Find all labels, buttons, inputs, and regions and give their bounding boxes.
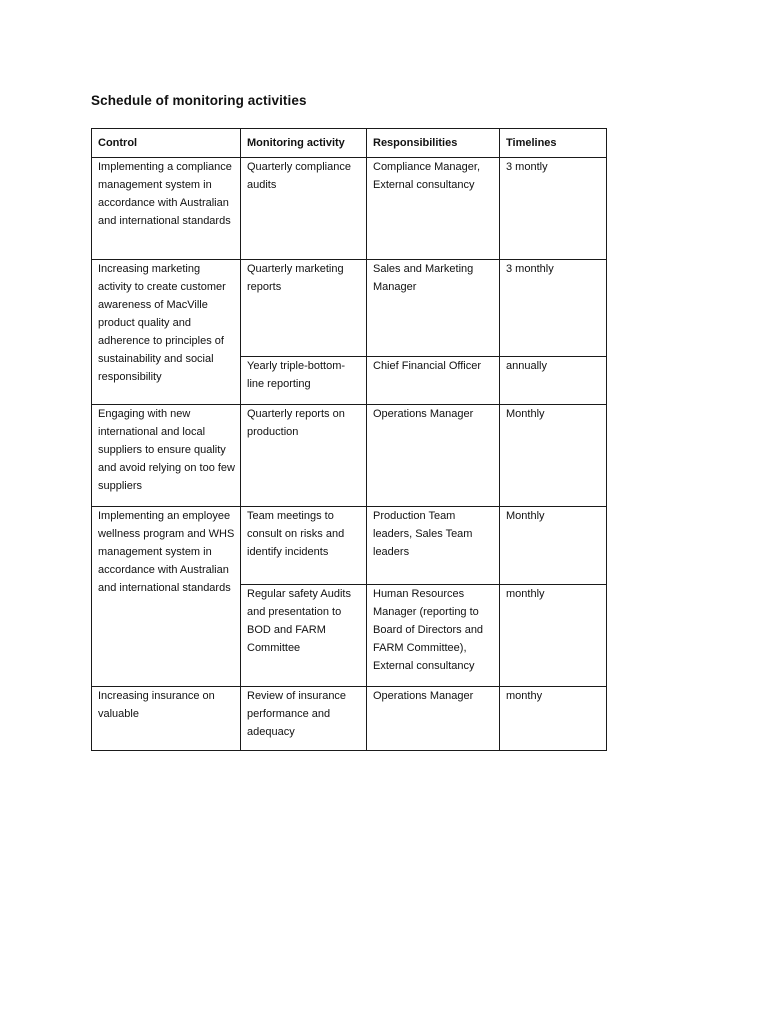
timelines-cell: 3 monthly <box>500 260 607 357</box>
responsibilities-cell: Human Resources Manager (reporting to Board of Directors and FARM Committee), External consultancy <box>367 585 500 687</box>
responsibilities-cell: Chief Financial Officer <box>367 357 500 405</box>
monitoring-activity-cell: Regular safety Audits and presentation to BOD and FARM Committee <box>241 585 367 687</box>
monitoring-activity-cell: Review of insurance performance and adequacy <box>241 687 367 751</box>
control-cell: Increasing insurance on valuable <box>92 687 241 751</box>
monitoring-activity-cell: Team meetings to consult on risks and identify incidents <box>241 507 367 585</box>
responsibilities-cell: Compliance Manager, External consultancy <box>367 158 500 260</box>
timelines-cell: Monthly <box>500 507 607 585</box>
page-title: Schedule of monitoring activities <box>91 93 307 108</box>
table-row <box>92 405 607 507</box>
header-timelines: Timelines <box>500 129 607 158</box>
timelines-cell: monthly <box>500 585 607 687</box>
monitoring-activity-cell: Quarterly compliance audits <box>241 158 367 260</box>
timelines-cell: monthy <box>500 687 607 751</box>
monitoring-activity-cell: Yearly triple-bottom-line reporting <box>241 357 367 405</box>
responsibilities-cell: Sales and Marketing Manager <box>367 260 500 357</box>
monitoring-activity-cell: Quarterly marketing reports <box>241 260 367 357</box>
control-cell: Engaging with new international and local suppliers to ensure quality and avoid relying on too few suppliers <box>92 405 241 507</box>
header-responsibilities: Responsibilities <box>367 129 500 158</box>
control-cell: Increasing marketing activity to create customer awareness of MacVille product quality and adherence to principles of sustainability and social responsibility <box>92 260 241 405</box>
monitoring-schedule-table <box>91 128 607 751</box>
table-row <box>92 260 607 357</box>
monitoring-activity-cell: Quarterly reports on production <box>241 405 367 507</box>
header-monitoring-activity: Monitoring activity <box>241 129 367 158</box>
table-row <box>92 687 607 751</box>
responsibilities-cell: Operations Manager <box>367 687 500 751</box>
timelines-cell: 3 montly <box>500 158 607 260</box>
control-cell: Implementing a compliance management system in accordance with Australian and international standards <box>92 158 241 260</box>
table-header-row <box>92 129 607 158</box>
timelines-cell: Monthly <box>500 405 607 507</box>
timelines-cell: annually <box>500 357 607 405</box>
responsibilities-cell: Production Team leaders, Sales Team leaders <box>367 507 500 585</box>
table-row <box>92 158 607 260</box>
control-cell: Implementing an employee wellness program and WHS management system in accordance with Australian and international standards <box>92 507 241 687</box>
responsibilities-cell: Operations Manager <box>367 405 500 507</box>
header-control: Control <box>92 129 241 158</box>
table-row <box>92 507 607 585</box>
